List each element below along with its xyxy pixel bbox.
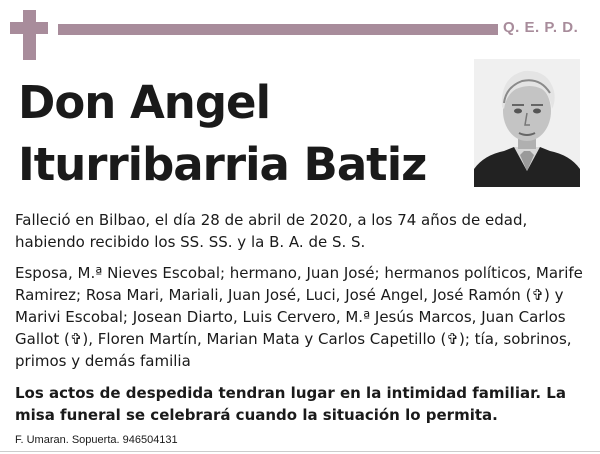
- death-paragraph: Falleció en Bilbao, el día 28 de abril de 2020, a los 74 años de edad, habiendo recibido los SS. SS. y la B. A. de S. S.: [15, 211, 528, 251]
- notice-paragraph: Los actos de despedida tendran lugar en la intimidad familiar. La misa funeral se celebrará cuando la situación lo permita.: [15, 384, 566, 424]
- name-line-2: Iturribarria Batiz: [18, 138, 427, 191]
- cross-horizontal-bar: [10, 22, 48, 34]
- name-line-1: Don Angel: [18, 76, 270, 129]
- cross-vertical-bar: [23, 10, 36, 60]
- family-paragraph: Esposa, M.ª Nieves Escobal; hermano, Juan José; hermanos políticos, Marife Ramirez; Rosa Mari, Mariali, Juan José, Luci, José Angel, José Ramón (✞) y Marivi Escobal; Josean Diarto, Luis Cervero, M.ª Jesús Marcos, Juan Carlos Gallot (✞), Floren Martín, Marian Mata y Carlos Capetillo (✞); tía, sobrinos, primos y demás familia: [15, 264, 583, 370]
- header-rule: [58, 24, 498, 35]
- bottom-rule: [0, 451, 600, 452]
- portrait-photo: [474, 59, 580, 187]
- portrait-icon: [474, 59, 580, 187]
- deceased-name: [18, 72, 458, 196]
- qepd-label: Q. E. P. D.: [503, 19, 579, 36]
- funeral-home-footer: F. Umaran. Sopuerta. 946504131: [15, 434, 178, 446]
